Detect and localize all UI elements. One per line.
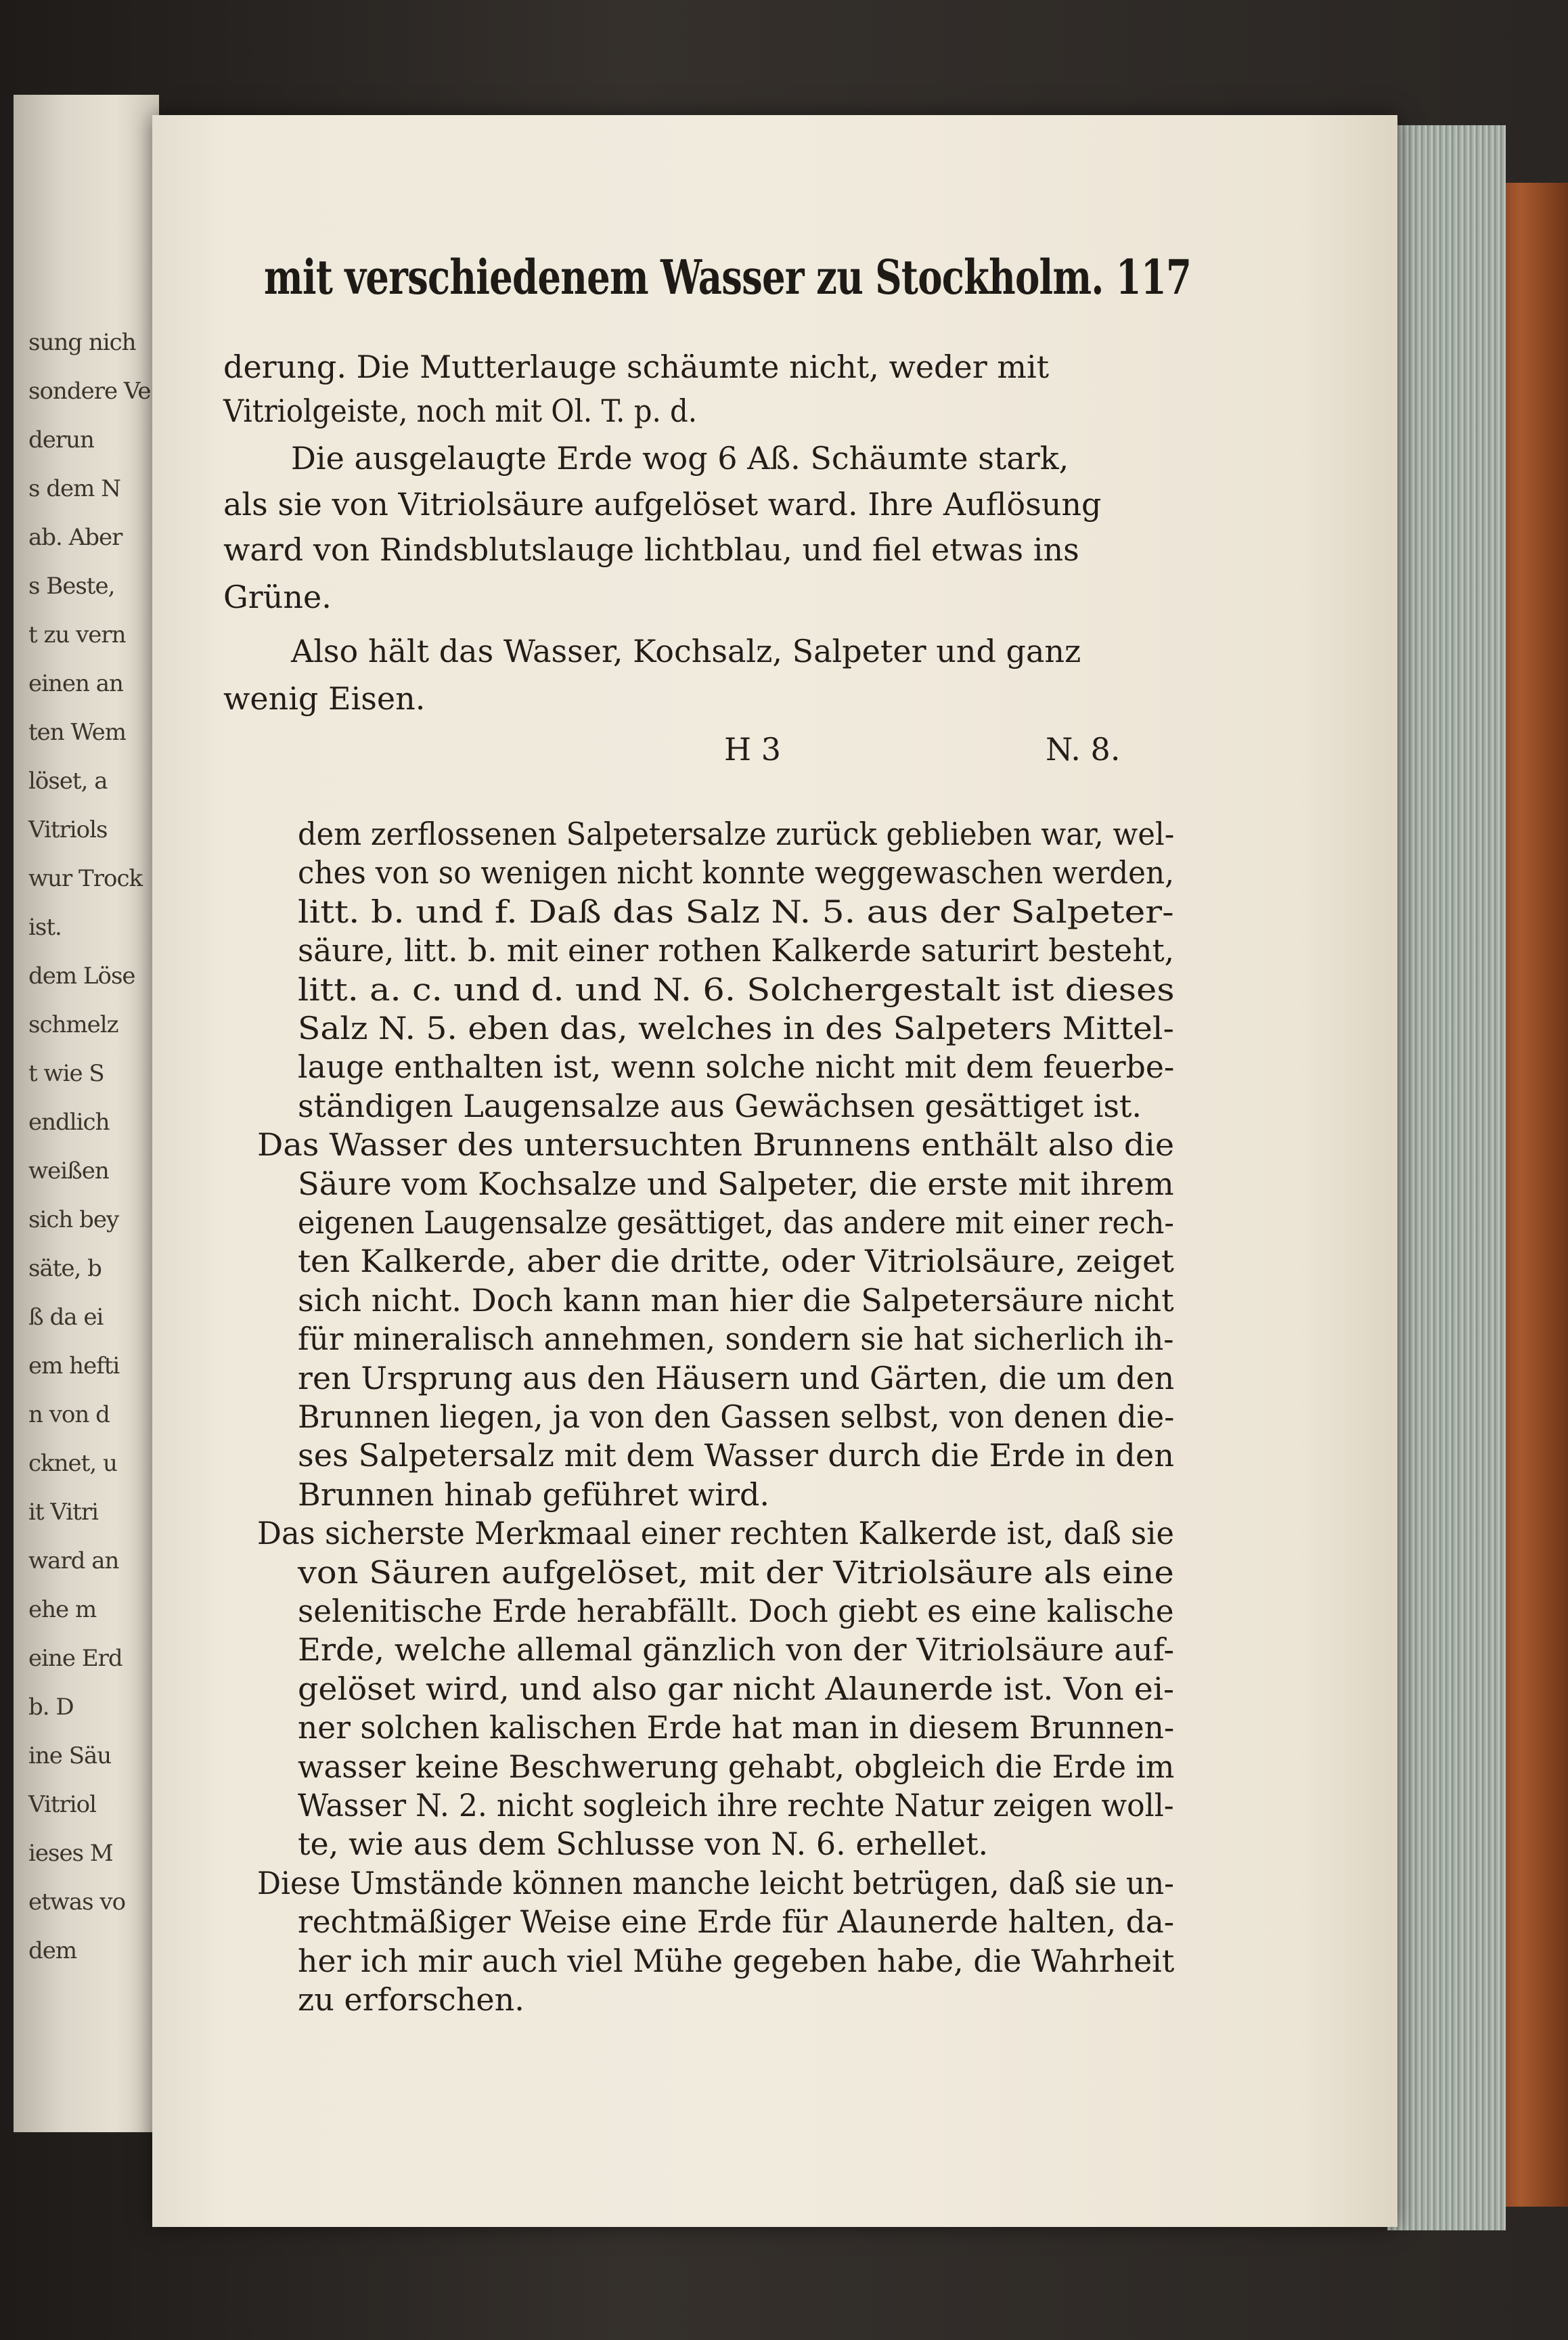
- upper-line: wenig Eisen.: [223, 680, 426, 717]
- lower-line: Säure vom Kochsalze und Salpeter, die erste mit ihrem: [298, 1165, 1174, 1202]
- lower-line: dem zerflossenen Salpetersalze zurück geblieben war, wel-: [298, 816, 1175, 852]
- lower-line: Erde, welche allemal gänzlich von der Vitriolsäure auf-: [298, 1631, 1175, 1669]
- lower-line: Wasser N. 2. nicht sogleich ihre rechte Natur zeigen woll-: [298, 1787, 1174, 1824]
- lower-line: ches von so wenigen nicht konnte weggewaschen werden,: [298, 854, 1175, 891]
- lower-line: ten Kalkerde, aber die dritte, oder Vitriolsäure, zeiget: [298, 1243, 1174, 1280]
- lower-line: von Säuren aufgelöset, mit der Vitriolsäure als eine: [298, 1553, 1174, 1591]
- upper-line: als sie von Vitriolsäure aufgelöset ward. Ihre Auflösung: [223, 486, 1102, 523]
- upper-line: Die ausgelaugte Erde wog 6 Aß. Schäumte stark,: [291, 440, 1069, 477]
- upper-line: ward von Rindsblutslauge lichtblau, und fiel etwas ins: [223, 531, 1079, 568]
- lower-line: ren Ursprung aus den Häusern und Gärten, die um den: [298, 1359, 1175, 1396]
- lower-line: Brunnen liegen, ja von den Gassen selbst, von denen die-: [298, 1398, 1175, 1435]
- lower-line: selenitische Erde herabfällt. Doch giebt es eine kalische: [298, 1593, 1174, 1629]
- lower-line: gelöset wird, und also gar nicht Alaunerde ist. Von ei-: [298, 1670, 1175, 1707]
- upper-line: Grüne.: [223, 579, 332, 615]
- lower-line: her ich mir auch viel Mühe gegeben habe, die Wahrheit: [298, 1942, 1175, 1979]
- lower-line: te, wie aus dem Schlusse von N. 6. erhellet.: [298, 1826, 989, 1863]
- lower-line: ständigen Laugensalze aus Gewächsen gesättiget ist.: [298, 1087, 1142, 1124]
- lower-line: zu erforschen.: [298, 1981, 524, 2018]
- lower-line: ses Salpetersalz mit dem Wasser durch die Erde in den: [298, 1437, 1174, 1474]
- lower-line: litt. a. c. und d. und N. 6. Solchergestalt ist dieses: [298, 971, 1175, 1008]
- lower-line: litt. b. und f. Daß das Salz N. 5. aus der Salpeter-: [298, 893, 1174, 930]
- lower-line: sich nicht. Doch kann man hier die Salpetersäure nicht: [298, 1281, 1174, 1319]
- lower-line: Brunnen hinab geführet wird.: [298, 1476, 770, 1513]
- page-header: mit verschiedenem Wasser zu Stockholm. 117: [264, 249, 1192, 305]
- lower-line: für mineralisch annehmen, sondern sie hat sicherlich ih-: [298, 1321, 1174, 1358]
- lower-line: wasser keine Beschwerung gehabt, obgleich die Erde im: [298, 1748, 1175, 1785]
- lower-line: ner solchen kalischen Erde hat man in diesem Brunnen-: [298, 1709, 1175, 1746]
- lower-line: Diese Umstände können manche leicht betrügen, daß sie un-: [257, 1864, 1174, 1901]
- lower-line: rechtmäßiger Weise eine Erde für Alaunerde halten, da-: [298, 1903, 1175, 1941]
- upper-line: Also hält das Wasser, Kochsalz, Salpeter und ganz: [291, 633, 1081, 669]
- upper-line: derung. Die Mutterlauge schäumte nicht, weder mit: [223, 349, 1050, 385]
- lower-line: Salz N. 5. eben das, welches in des Salpeters Mittel-: [298, 1010, 1174, 1046]
- page-edges: [1387, 125, 1506, 2230]
- signature-mark: H 3: [724, 731, 782, 768]
- left-page-edge: [14, 95, 159, 2132]
- catchword: N. 8.: [1046, 731, 1121, 768]
- upper-line: Vitriolgeiste, noch mit Ol. T. p. d.: [223, 393, 698, 429]
- lower-line: säure, litt. b. mit einer rothen Kalkerde saturirt besteht,: [298, 932, 1175, 969]
- left-margin-text: sung nich sondere Ve derun s dem N ab. Aber s Beste, t zu vern einen an ten Wem löset, a Vitriols wur Trock ist. dem Löse schmelz t wie S endlich weißen sich bey säte, b ß da ei em hefti n von d cknet, u it Vitri ward an ehe m eine Erd b. D ine Säu Vitriol ieses M etwas vo dem: [28, 329, 151, 1964]
- lower-line: Das sicherste Merkmaal einer rechten Kalkerde ist, daß sie: [257, 1515, 1175, 1552]
- lower-line: Das Wasser des untersuchten Brunnens enthält also die: [257, 1126, 1175, 1164]
- lower-line: lauge enthalten ist, wenn solche nicht mit dem feuerbe-: [298, 1048, 1175, 1086]
- lower-line: eigenen Laugensalze gesättiget, das andere mit einer rech-: [298, 1204, 1174, 1241]
